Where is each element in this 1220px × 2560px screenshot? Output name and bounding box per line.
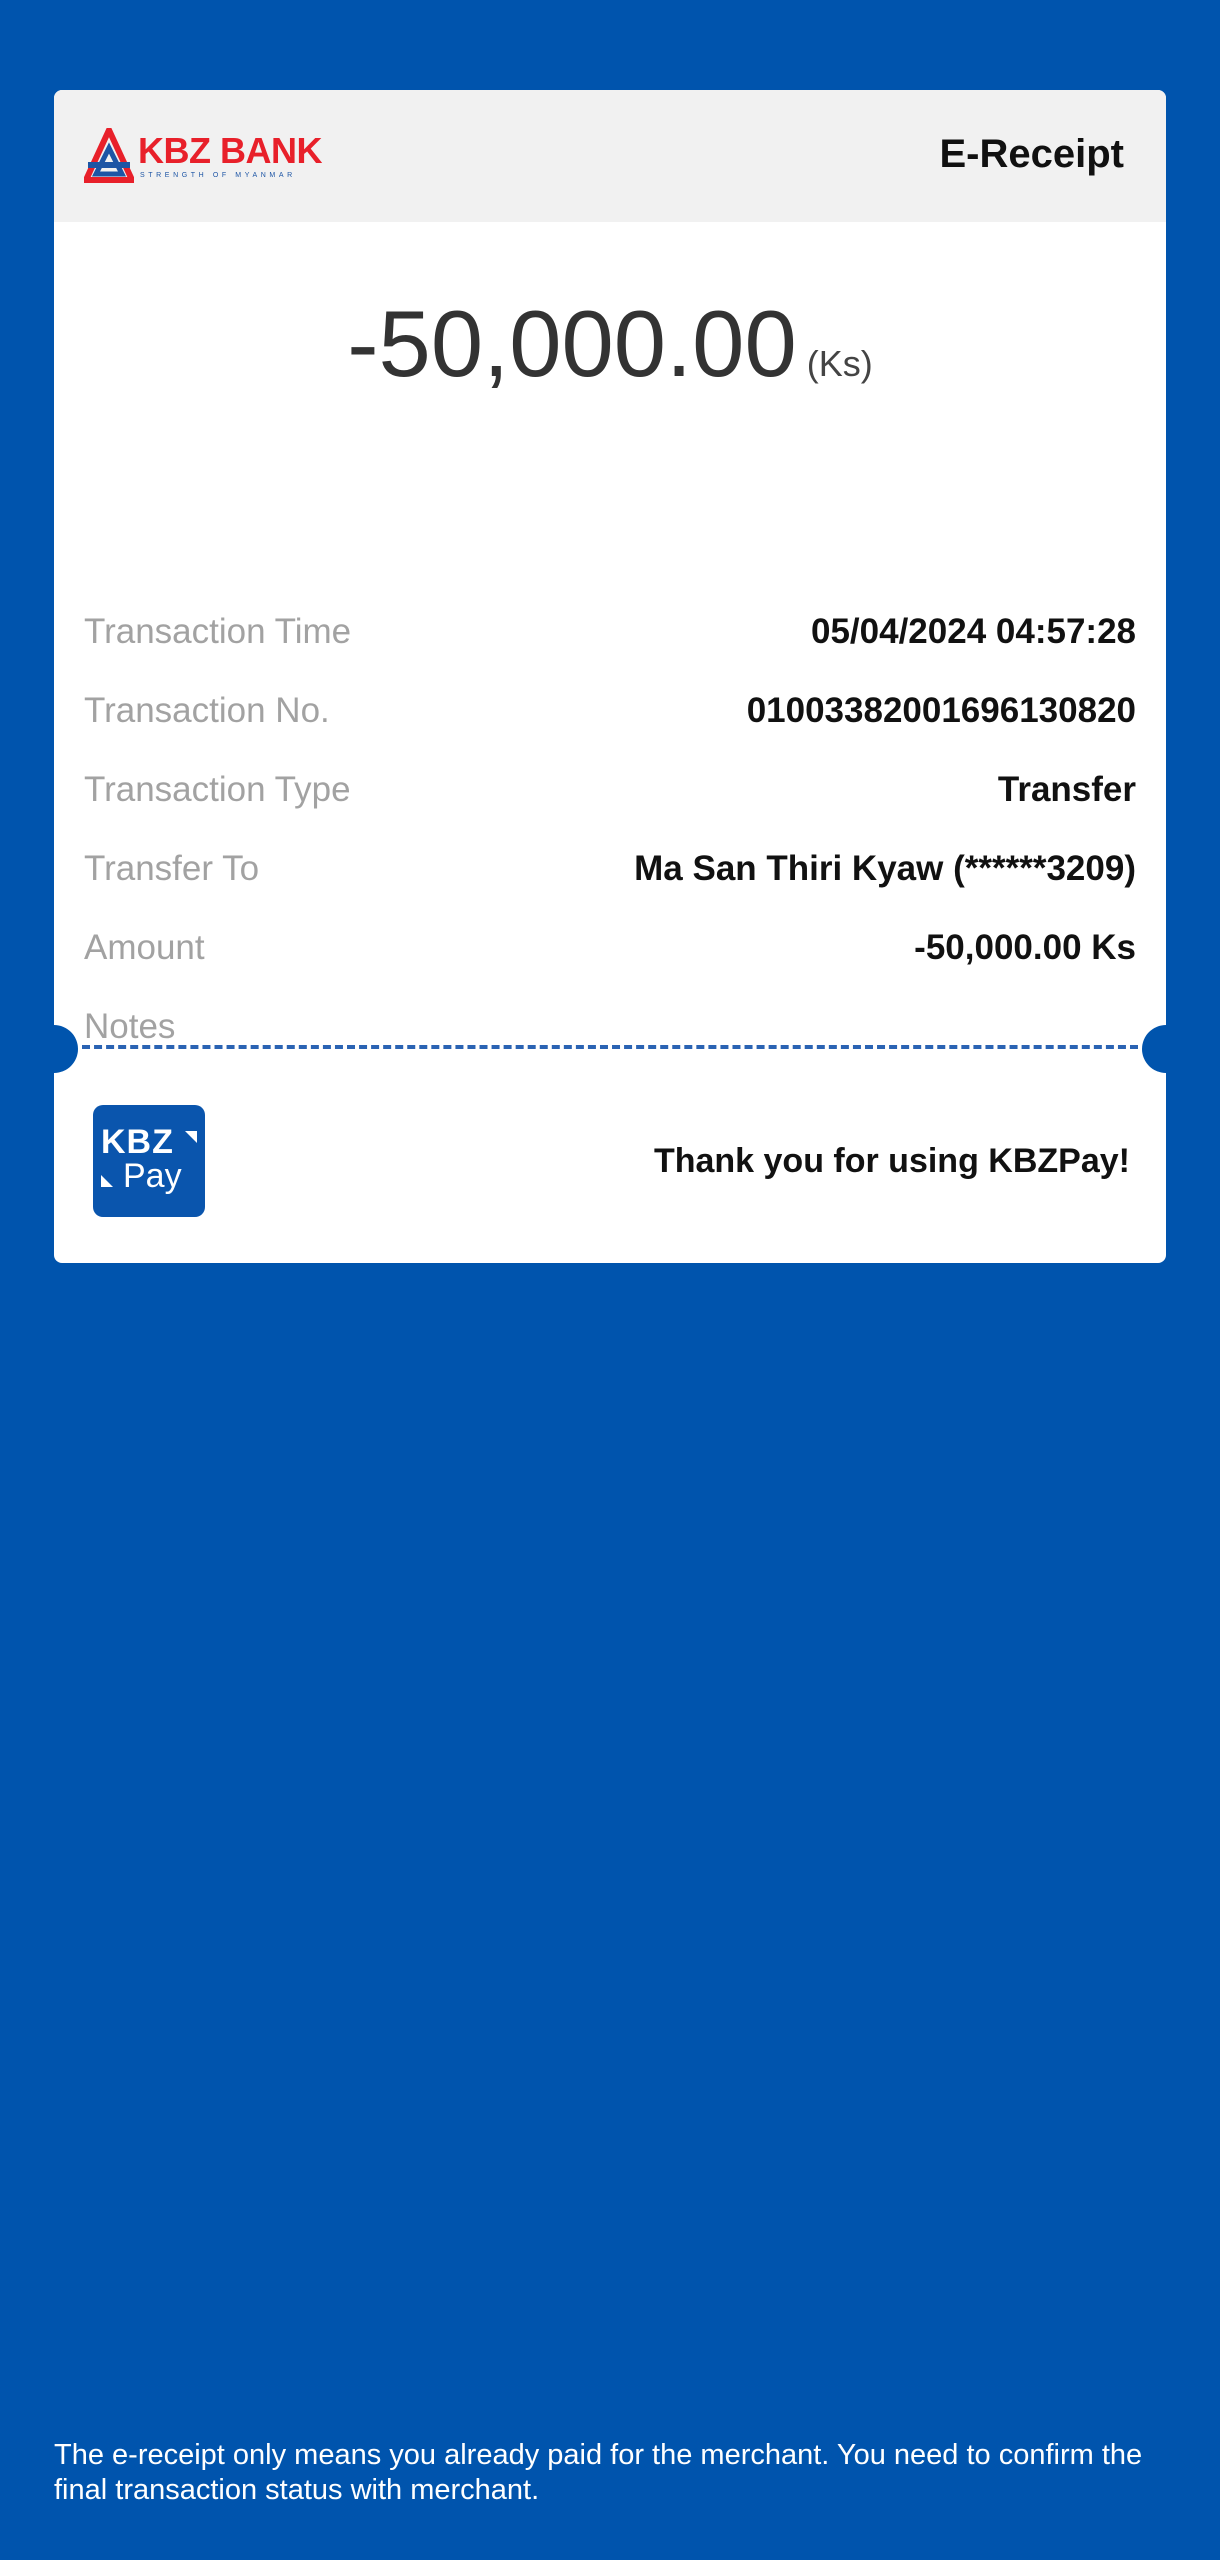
receipt-title: E-Receipt (939, 132, 1124, 176)
detail-value: 01003382001696130820 (746, 691, 1136, 730)
detail-value: Ma San Thiri Kyaw (******3209) (634, 849, 1136, 888)
detail-value: -50,000.00 Ks (914, 928, 1136, 967)
detail-label: Transfer To (84, 849, 260, 888)
kbzpay-logo (93, 1105, 205, 1217)
kbz-triangle-icon (84, 128, 134, 184)
detail-value: 05/04/2024 04:57:28 (811, 612, 1136, 651)
disclaimer-text: The e-receipt only means you already paid for the merchant. You need to confirm the final transaction status with merchant. (54, 2439, 1143, 2506)
detail-label: Notes (84, 1007, 176, 1046)
amount-unit: (Ks) (806, 343, 873, 384)
ticket-notch-left (54, 1025, 78, 1073)
detail-label: Transaction Time (84, 612, 352, 651)
ticket-notch-right (1142, 1025, 1166, 1073)
detail-row-transaction-type (84, 770, 1136, 820)
amount-display (54, 290, 1166, 398)
detail-label: Amount (84, 928, 205, 967)
dashed-divider (82, 1045, 1138, 1049)
detail-row-transaction-no (84, 691, 1136, 741)
receipt-header (54, 90, 1166, 222)
kbzpay-logo-kbz: KBZ (101, 1123, 174, 1161)
detail-label: Transaction No. (84, 691, 330, 730)
detail-row-amount (84, 928, 1136, 978)
kbz-bank-logo-text: KBZ BANK (138, 130, 322, 171)
kbz-bank-tagline: STRENGTH OF MYANMAR (140, 172, 296, 179)
detail-row-transaction-time (84, 612, 1136, 662)
kbzpay-logo-pay: Pay (123, 1157, 182, 1195)
detail-row-notes (84, 1007, 1136, 1057)
kbz-bank-logo (84, 128, 334, 188)
detail-value: Transfer (997, 770, 1136, 809)
amount-value: -50,000.00 (347, 291, 797, 396)
detail-row-transfer-to (84, 849, 1136, 899)
receipt-card (54, 90, 1166, 1263)
thank-you-message: Thank you for using KBZPay! (653, 1142, 1130, 1180)
detail-label: Transaction Type (84, 770, 351, 809)
